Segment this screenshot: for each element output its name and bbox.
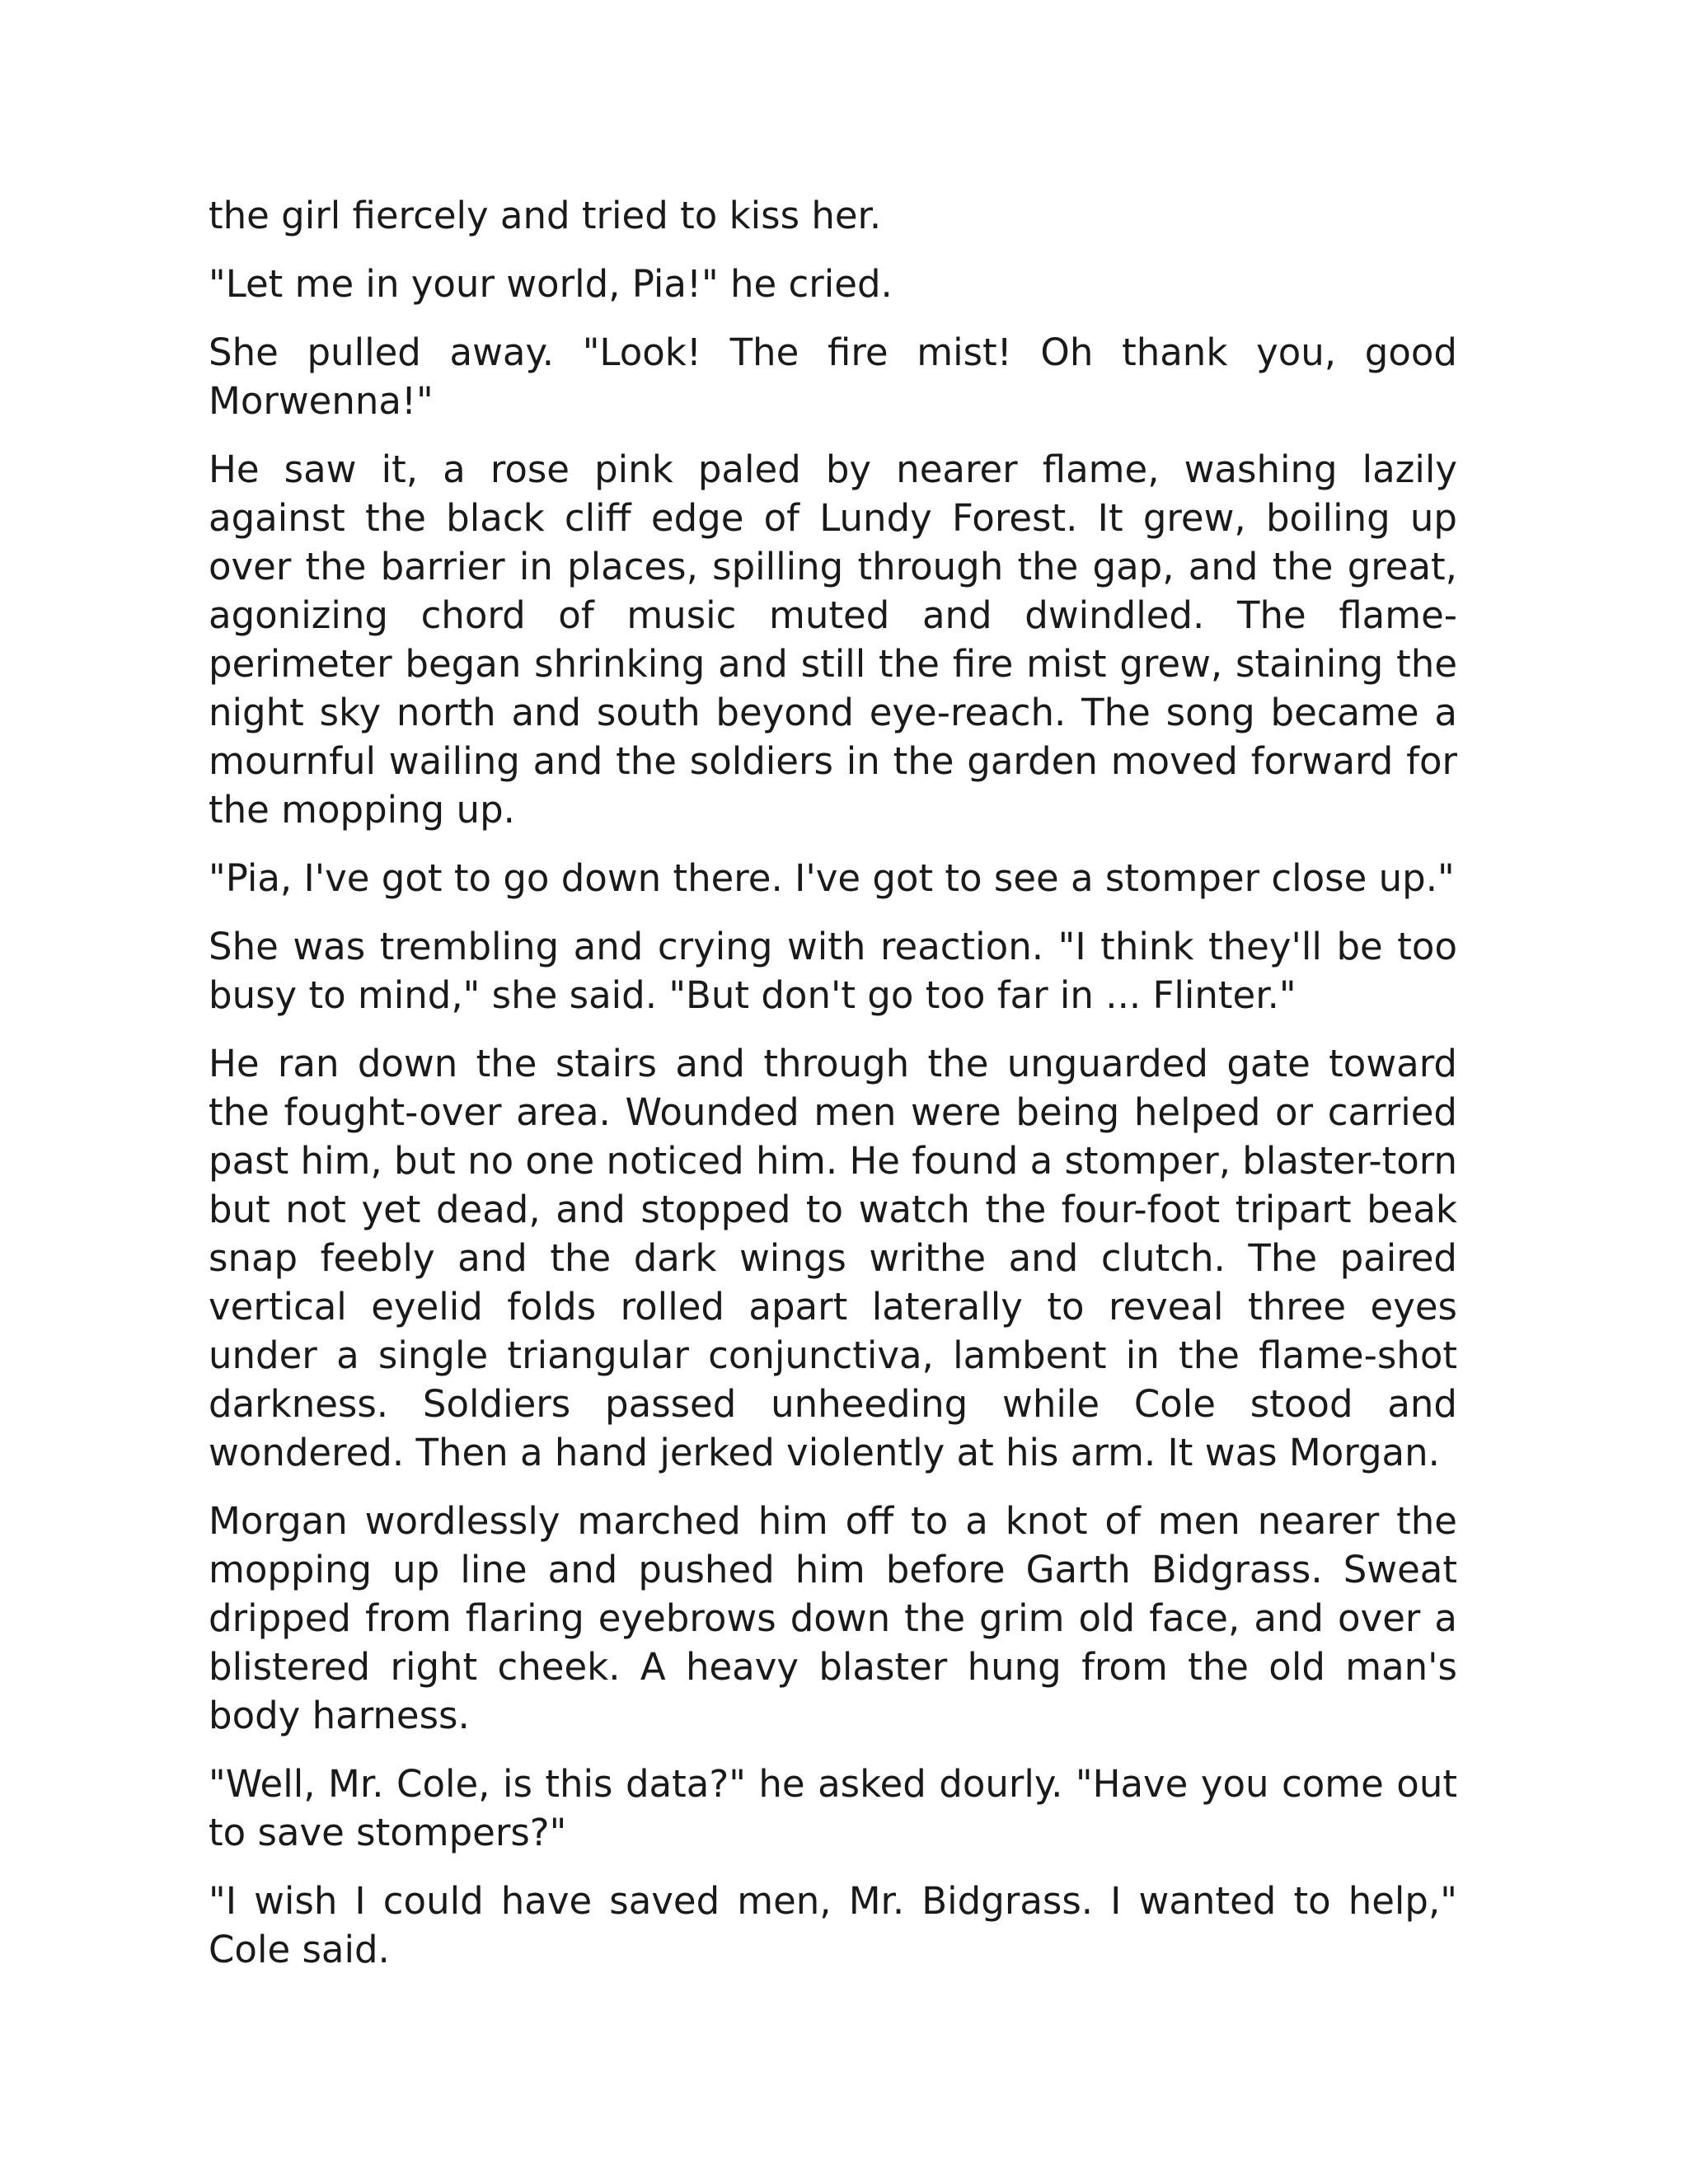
paragraph: She pulled away. "Look! The fire mist! Oh thank you, good Morwenna!" bbox=[209, 330, 1457, 423]
page-text bbox=[209, 191, 1457, 1974]
paragraph: He ran down the stairs and through the unguarded gate toward the fought-over area. Wounded men were being helped or carried past him, but no one noticed him. He found a stomper, blaster-torn but not yet dead, and stopped to watch the four-foot tripart beak snap feebly and the dark wings writhe and clutch. The paired vertical eyelid folds rolled apart laterally to reveal three eyes under a single triangular conjunctiva, lambent in the flame-shot darkness. Soldiers passed unheeding while Cole stood and wondered. Then a hand jerked violently at his arm. It was Morgan. bbox=[209, 1042, 1457, 1474]
paragraph: "I wish I could have saved men, Mr. Bidgrass. I wanted to help," Cole said. bbox=[209, 1879, 1457, 1971]
paragraph: "Let me in your world, Pia!" he cried. bbox=[209, 262, 893, 306]
paragraph: the girl fiercely and tried to kiss her. bbox=[209, 194, 882, 237]
paragraph: "Well, Mr. Cole, is this data?" he asked dourly. "Have you come out to save stompers?" bbox=[209, 1762, 1457, 1854]
paragraph: She was trembling and crying with reaction. "I think they'll be too busy to mind," she said. "But don't go too far in ... Flinter." bbox=[209, 925, 1457, 1017]
paragraph: "Pia, I've got to go down there. I've got to see a stomper close up." bbox=[209, 856, 1455, 900]
paragraph: Morgan wordlessly marched him off to a knot of men nearer the mopping up line and pushed him before Garth Bidgrass. Sweat dripped from flaring eyebrows down the grim old face, and over a blistered right cheek. A heavy blaster hung from the old man's body harness. bbox=[209, 1499, 1457, 1737]
paragraph: He saw it, a rose pink paled by nearer flame, washing lazily against the black cliff edge of Lundy Forest. It grew, boiling up over the barrier in places, spilling through the gap, and the great, agonizing chord of music muted and dwindled. The flame-perimeter began shrinking and still the fire mist grew, staining the night sky north and south beyond eye-reach. The song became a mournful wailing and the soldiers in the garden moved forward for the mopping up. bbox=[209, 448, 1457, 832]
